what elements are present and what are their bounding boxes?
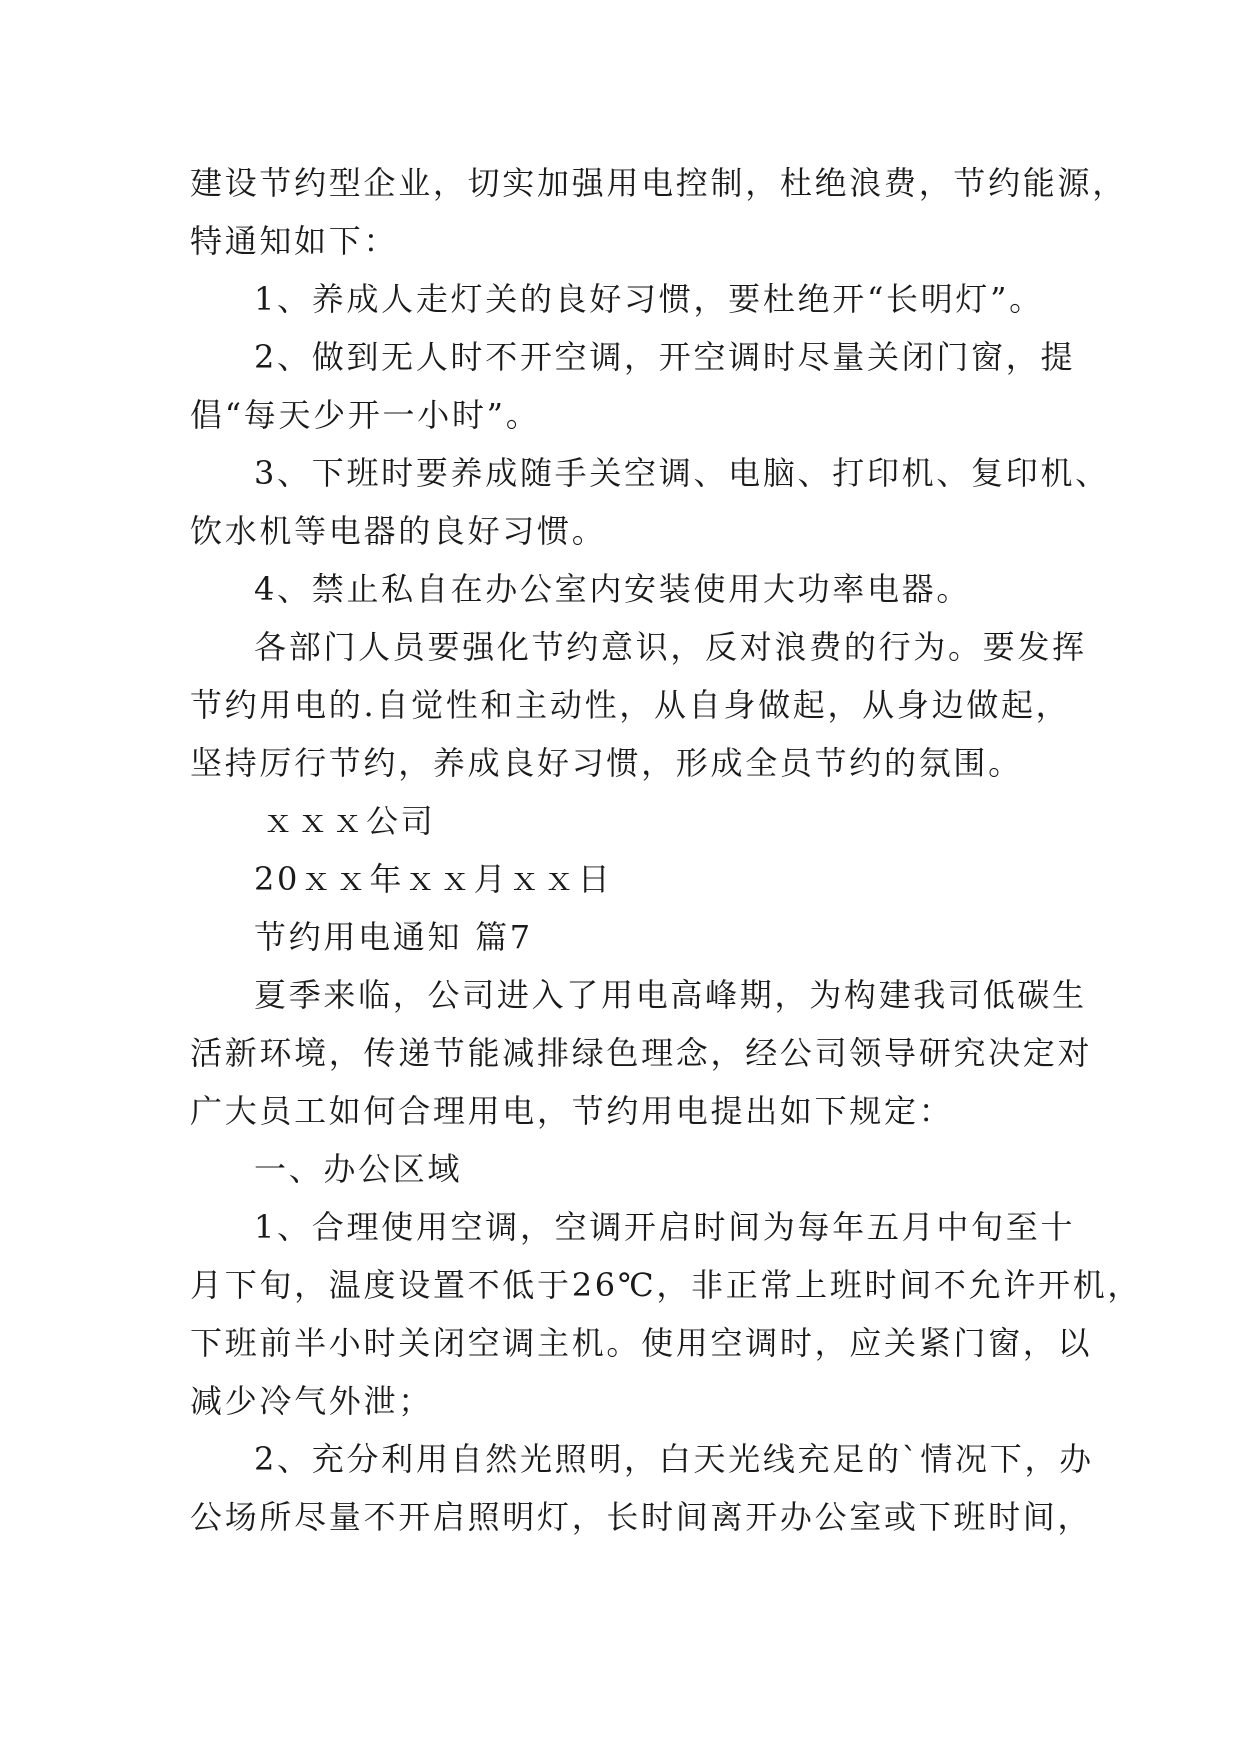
paragraph-line: 各部门人员要强化节约意识，反对浪费的行为。要发挥 [254, 628, 1087, 666]
section-heading: 节约用电通知 篇7 [254, 918, 533, 956]
company-signature: ｘｘｘ公司 [262, 802, 436, 840]
list-item-2: 2、充分利用自然光照明，白天光线充足的`情况下，办 [254, 1440, 1094, 1478]
subsection-heading: 一、办公区域 [254, 1150, 463, 1188]
paragraph-line: 坚持厉行节约，养成良好习惯，形成全员节约的氛围。 [190, 744, 1023, 782]
list-item-4: 4、禁止私自在办公室内安装使用大功率电器。 [254, 570, 972, 608]
list-item-2: 2、做到无人时不开空调，开空调时尽量关闭门窗，提 [254, 338, 1076, 376]
paragraph-line: 广大员工如何合理用电，节约用电提出如下规定： [190, 1092, 954, 1130]
paragraph-line: 倡“每天少开一小时”。 [190, 396, 541, 434]
paragraph-line: 夏季来临，公司进入了用电高峰期，为构建我司低碳生 [254, 976, 1087, 1014]
signature-date: 20ｘｘ年ｘｘ月ｘｘ日 [254, 860, 613, 898]
paragraph-line: 饮水机等电器的良好习惯。 [190, 512, 607, 550]
paragraph-line: 公场所尽量不开启照明灯，长时间离开办公室或下班时间， [190, 1498, 1093, 1536]
paragraph-line: 活新环境，传递节能减排绿色理念，经公司领导研究决定对 [190, 1034, 1093, 1072]
paragraph-line: 特通知如下： [190, 222, 399, 260]
paragraph-line: 减少冷气外泄； [190, 1382, 433, 1420]
paragraph-line: 节约用电的.自觉性和主动性，从自身做起，从身边做起， [190, 686, 1071, 724]
paragraph-line: 建设节约型企业，切实加强用电控制，杜绝浪费，节约能源， [190, 164, 1127, 202]
list-item-3: 3、下班时要养成随手关空调、电脑、打印机、复印机、 [254, 454, 1110, 492]
list-item-1: 1、合理使用空调，空调开启时间为每年五月中旬至十 [254, 1208, 1076, 1246]
list-item-1: 1、养成人走灯关的良好习惯，要杜绝开“长明灯”。 [254, 280, 1044, 318]
paragraph-line: 下班前半小时关闭空调主机。使用空调时，应关紧门窗，以 [190, 1324, 1093, 1362]
paragraph-line: 月下旬，温度设置不低于26℃，非正常上班时间不允许开机， [190, 1266, 1143, 1304]
